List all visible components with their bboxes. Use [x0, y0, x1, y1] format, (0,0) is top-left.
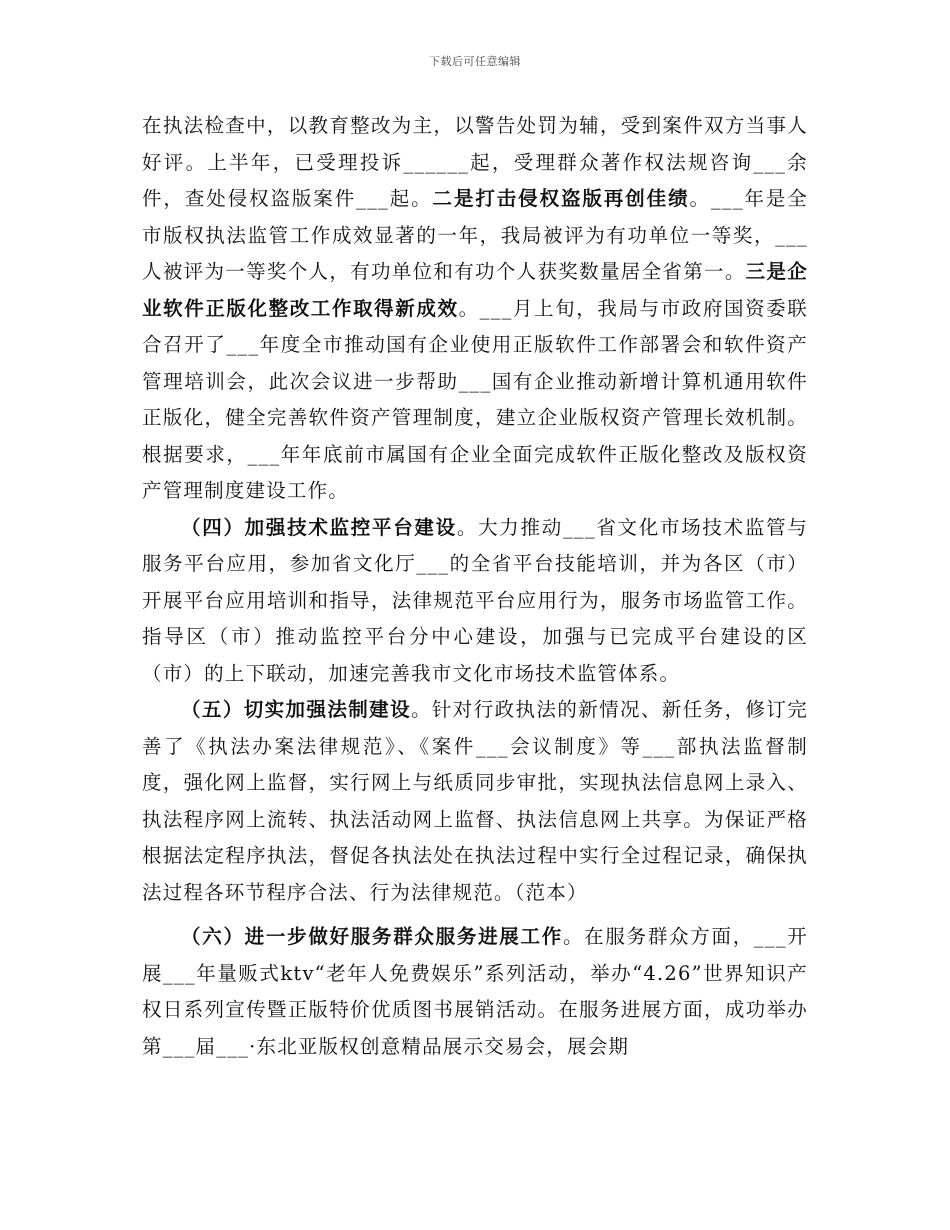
- paragraph-text: 。___年是全市版权执法监管工作成效显著的一年，我局被评为有功单位一等奖，___人被评为一等奖个人，有功单位和有功个人获奖数量居全省第一。: [142, 187, 809, 283]
- paragraph-4: [142, 510, 808, 693]
- paragraph-6: [142, 919, 808, 1065]
- paragraph-5: [142, 692, 808, 911]
- section-heading: （五）切实加强法制建设: [181, 698, 411, 721]
- section-heading: （六）进一步做好服务群众服务进展工作: [181, 925, 563, 948]
- paragraph-1: [142, 108, 808, 510]
- document-body: [142, 108, 808, 1065]
- paragraph-text: 。___月上旬，我局与市政府国资委联合召开了___年度全市推动国有企业使用正版软件工作部署会和软件资产管理培训会，此次会议进一步帮助___国有企业推动新增计算机通用软件正版化，健全完善软件资产管理制度，建立企业版权资产管理长效机制。根据要求，___年年底前市属国有企业全面完成软件正版化整改及版权资产管理制度建设工作。: [142, 296, 808, 502]
- bold-highlight: 三是企业软件正版化整改工作取得新成效: [142, 260, 808, 320]
- section-heading: （四）加强技术监控平台建设: [181, 515, 457, 539]
- paragraph-text: 。在服务群众方面，___开展___年量贩式ktv“老年人免费娱乐”系列活动，举办“4.26”世界知识产权日系列宣传暨正版特价优质图书展销活动。在服务进展方面，成功举办第___届___·东北亚版权创意精品展示交易会，展会期: [142, 925, 808, 1058]
- bold-highlight: 二是打击侵权盗版再创佳绩: [432, 187, 690, 210]
- paragraph-text: 。大力推动___省文化市场技术监管与服务平台应用，参加省文化厅___的全省平台技能培训，并为各区（市）开展平台应用培训和指导，法律规范平台应用行为，服务市场监管工作。指导区（市）推动监控平台分中心建设，加强与已完成平台建设的区（市）的上下联动，加速完善我市文化市场技术监管体系。: [142, 515, 808, 685]
- paragraph-text: 在执法检查中，以教育整改为主，以警告处罚为辅，受到案件双方当事人好评。上半年，已受理投诉______起，受理群众著作权法规咨询___余件，查处侵权盗版案件___起。: [142, 114, 808, 210]
- paragraph-text: 。针对行政执法的新情况、新任务，修订完善了《执法办案法律规范》、《案件___会议制度》等___部执法监督制度，强化网上监督，实行网上与纸质同步审批，实现执法信息网上录入、执法程序网上流转、执法活动网上监督、执法信息网上共享。为保证严格根据法定程序执法，督促各执法处在执法过程中实行全过程记录，确保执法过程各环节程序合法、行为法律规范。（范本）: [142, 698, 808, 904]
- page-header: 下载后可任意编辑: [429, 55, 521, 68]
